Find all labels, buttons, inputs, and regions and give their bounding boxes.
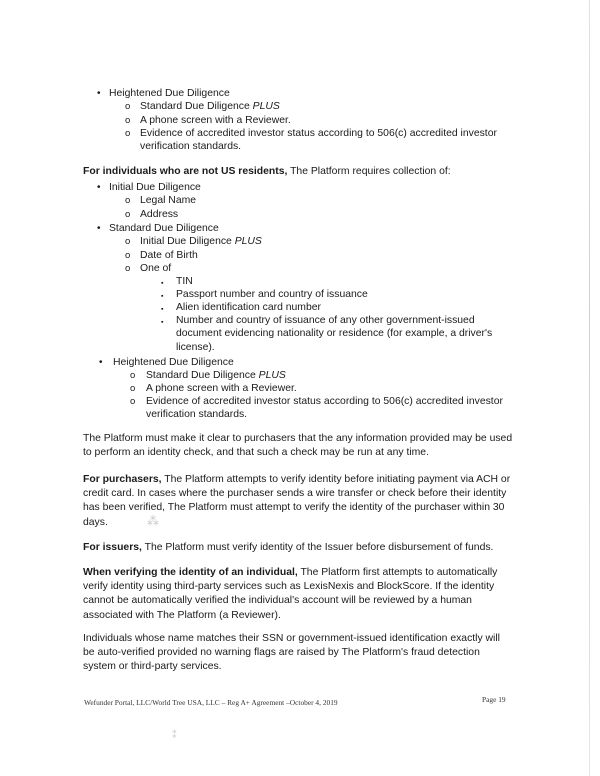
paragraph-purchasers: For purchasers, The Platform attempts to verify identity before initiating payment via ACH or credit card. In cases where the purchaser sends a wire transfer or check before their identity has been verified, The Platform must attempt to verify the identity of the purchaser within 30 days. xyxy=(83,474,511,528)
paragraph-issuers: For issuers, The Platform must verify identity of the Issuer before disbursement of funds. xyxy=(83,542,494,553)
circle-bullet-icon: o xyxy=(130,396,136,407)
list-item: A phone screen with a Reviewer. xyxy=(146,383,297,394)
list-item-continued: license). xyxy=(176,342,215,353)
list-item: Evidence of accredited investor status according to 506(c) accredited investor xyxy=(146,396,503,407)
list-item: A phone screen with a Reviewer. xyxy=(140,115,291,126)
paragraph-identity-check: The Platform must make it clear to purchasers that the any information provided may be used to perform an identity check, and that such a check may be run at any time. xyxy=(83,433,513,459)
paragraph-verifying-identity: When verifying the identity of an individual, The Platform first attempts to automatically verify identity using third-party services such as LexisNexis and BlockScore. If the identity cannot be automatically verified the individual's account will be reviewed by a human associated with The Platform (a Reviewer). xyxy=(83,567,498,621)
page-number: Page 19 xyxy=(482,695,506,704)
square-bullet-icon: ▪ xyxy=(161,319,164,326)
list-item: Passport number and country of issuance xyxy=(176,289,368,300)
footer-document-title: Wefunder Portal, LLC/World Tree USA, LLC – Reg A+ Agreement –October 4, 2019 xyxy=(84,698,338,707)
list-item-continued: verification standards. xyxy=(140,141,242,152)
circle-bullet-icon: o xyxy=(125,195,131,206)
scan-mark: ⁂ xyxy=(147,514,159,528)
list-item: Standard Due Diligence PLUS xyxy=(140,101,280,112)
heightened-due-diligence-heading: Heightened Due Diligence xyxy=(113,357,234,368)
list-item: Number and country of issuance of any other government-issued xyxy=(176,315,475,326)
list-item: Evidence of accredited investor status according to 506(c) accredited investor xyxy=(140,128,497,139)
paragraph-auto-verified: Individuals whose name matches their SSN or government-issued identification exactly will be auto-verified provided no warning flags are raised by The Platform's fraud detection system or third-party services. xyxy=(83,633,500,673)
circle-bullet-icon: o xyxy=(125,236,131,247)
non-us-intro: For individuals who are not US residents, The Platform requires collection of: xyxy=(83,166,451,177)
circle-bullet-icon: o xyxy=(130,370,136,381)
list-item: TIN xyxy=(176,276,193,287)
circle-bullet-icon: o xyxy=(130,383,136,394)
list-item: Legal Name xyxy=(140,195,197,206)
list-item-continued: verification standards. xyxy=(146,409,248,420)
list-item: Alien identification card number xyxy=(176,302,321,313)
circle-bullet-icon: o xyxy=(125,263,131,274)
square-bullet-icon: ▪ xyxy=(161,293,164,300)
circle-bullet-icon: o xyxy=(125,128,131,139)
list-item: One of xyxy=(140,263,172,274)
list-item-continued: document evidencing nationality or residence (for example, a driver's xyxy=(176,328,493,339)
bullet-icon: • xyxy=(97,223,101,234)
bullet-icon: • xyxy=(97,88,101,99)
page-edge-shadow xyxy=(589,0,590,776)
standard-due-diligence-heading: Standard Due Diligence xyxy=(109,223,219,234)
list-item: Date of Birth xyxy=(140,250,198,261)
list-item: Initial Due Diligence PLUS xyxy=(140,236,262,247)
circle-bullet-icon: o xyxy=(125,250,131,261)
bullet-icon: • xyxy=(99,357,103,368)
circle-bullet-icon: o xyxy=(125,209,131,220)
initial-due-diligence-heading: Initial Due Diligence xyxy=(109,182,201,193)
list-item: Address xyxy=(140,209,179,220)
square-bullet-icon: ▪ xyxy=(161,306,164,313)
square-bullet-icon: ▪ xyxy=(161,280,164,287)
circle-bullet-icon: o xyxy=(125,101,131,112)
scan-mark: ⁑ xyxy=(172,730,177,740)
bullet-icon: • xyxy=(97,182,101,193)
circle-bullet-icon: o xyxy=(125,115,131,126)
heightened-due-diligence-heading: Heightened Due Diligence xyxy=(109,88,230,99)
list-item: Standard Due Diligence PLUS xyxy=(146,370,286,381)
